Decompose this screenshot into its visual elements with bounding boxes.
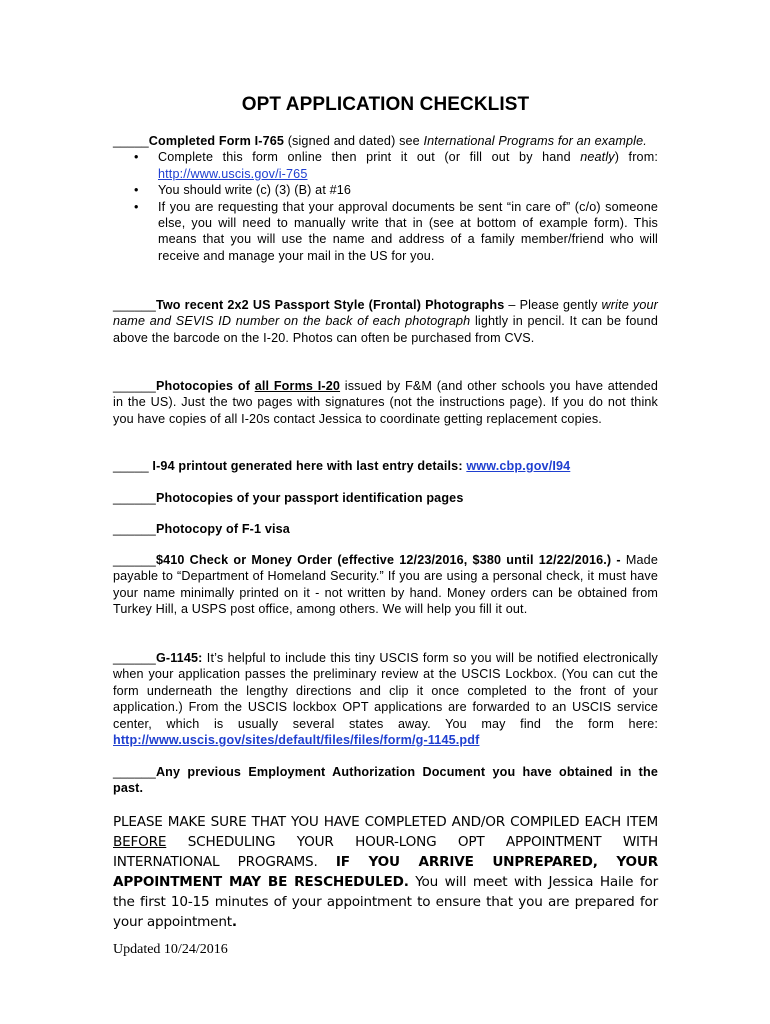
notice-underlined-text: BEFORE bbox=[113, 834, 167, 850]
item-text: (signed and dated) see bbox=[284, 134, 424, 148]
item-heading: Photocopies of your passport identification pages bbox=[155, 491, 464, 505]
list-item: • If you are requesting that your approval documents be sent “in care of” (c/o) someone else, you will need to manually write that in (see at bottom of example form). This means that you will use the name and address of a family member/friend who will receive and manage your mail in the US for you. bbox=[158, 199, 658, 265]
g1145-form-link[interactable]: http://www.uscis.gov/sites/default/files/files/form/g-1145.pdf bbox=[113, 733, 480, 748]
item-heading: Any previous Employment Authorization Document you have obtained in the past. bbox=[113, 765, 658, 796]
blank-line: ______ bbox=[113, 651, 156, 665]
blank-line: _____ bbox=[113, 459, 153, 473]
item-text: Made payable to “Department of Homeland Security.” If you are using a personal check, it must have your name minimally printed on it - not written by hand. Money orders can be obtained from Turkey Hill, a USPS post office, among others. We will help you fill it out. bbox=[113, 553, 658, 617]
item-heading: Completed Form I-765 bbox=[148, 134, 285, 148]
blank-line: _____ bbox=[113, 134, 149, 148]
blank-line: ______ bbox=[113, 491, 156, 505]
item-text: lightly in pencil. It can be found above the barcode on the I-20. Photos can often be purchased from CVS. bbox=[113, 314, 658, 345]
item-heading: Two recent 2x2 US Passport Style (Frontal) Photographs bbox=[155, 298, 505, 312]
list-item bbox=[158, 149, 658, 182]
item-heading: $410 Check or Money Order (effective 12/23/2016, $380 until 12/22/2016.) - bbox=[155, 553, 621, 567]
checklist-item-passport bbox=[113, 490, 658, 506]
page-title: OPT APPLICATION CHECKLIST bbox=[241, 94, 530, 115]
i765-link[interactable]: http://www.uscis.gov/i-765 bbox=[158, 166, 308, 181]
item-text: issued by F&M (and other schools you have attended in the US). Just the two pages with signatures (not the instructions page). If you do not think you have copies of all I-20s contact Jessica to coordinate getting replacement copies. bbox=[113, 379, 658, 426]
item-text: It’s helpful to include this tiny USCIS form so you will be notified electronically when your application passes the preliminary review at the USCIS Lockbox. (You can cut the form underneath the lengthy directions and clip it once completed to the front of your application.) From the USCIS lockbox OPT applications are forwarded to an USCIS service center, which is usually several states away. You may find the form here: bbox=[113, 651, 658, 731]
notice-text: SCHEDULING YOUR HOUR-LONG OPT APPOINTMENT WITH INTERNATIONAL PROGRAMS. bbox=[113, 834, 658, 870]
item-heading: G-1145: bbox=[155, 651, 203, 665]
checklist-item-check bbox=[113, 552, 658, 618]
item-heading: Photocopies of bbox=[155, 379, 255, 393]
item-heading: I-94 printout generated here with last entry details: bbox=[152, 459, 467, 473]
bullet-text: Complete this form online then print it out (or fill out by hand bbox=[158, 150, 581, 165]
bullet-text-after: ) from: bbox=[614, 150, 658, 165]
appointment-notice bbox=[113, 812, 658, 932]
item-italic-text: International Programs for an example. bbox=[423, 134, 647, 148]
checklist-item-i765 bbox=[113, 133, 658, 264]
checklist-item-visa bbox=[113, 521, 658, 537]
blank-line: ______ bbox=[113, 765, 156, 779]
item-italic-text: write your name and SEVIS ID number on the back of each photograph bbox=[113, 298, 658, 329]
blank-line: ______ bbox=[113, 522, 156, 536]
notice-bold-warning: IF YOU ARRIVE UNPREPARED, YOUR APPOINTMENT MAY BE RESCHEDULED. bbox=[113, 854, 658, 890]
checklist-item-g1145 bbox=[113, 650, 658, 748]
bullet-italic: neatly bbox=[580, 150, 615, 165]
notice-text: PLEASE MAKE SURE THAT YOU HAVE COMPLETED AND/OR COMPILED EACH ITEM bbox=[113, 814, 658, 830]
notice-text: You will meet with Jessica Haile for the first 10-15 minutes of your appointment to ensure that you are prepared for your appointment bbox=[113, 874, 658, 930]
bullet-list bbox=[113, 149, 658, 264]
item-heading-underlined: all Forms I-20 bbox=[254, 379, 341, 393]
checklist-item-photos bbox=[113, 297, 658, 346]
list-item: • You should write (c) (3) (B) at #16 bbox=[158, 182, 658, 198]
checklist-item-i20 bbox=[113, 378, 658, 427]
checklist-item-ead bbox=[113, 764, 658, 797]
checklist-item-i94 bbox=[113, 458, 658, 474]
blank-line: ______ bbox=[113, 379, 156, 393]
updated-date: Updated 10/24/2016 bbox=[113, 942, 228, 957]
blank-line: ______ bbox=[113, 298, 156, 312]
item-heading: Photocopy of F-1 visa bbox=[155, 522, 290, 536]
item-text: – Please gently bbox=[504, 298, 602, 312]
cbp-i94-link[interactable]: www.cbp.gov/I94 bbox=[466, 459, 571, 473]
blank-line: ______ bbox=[113, 553, 156, 567]
notice-period: . bbox=[231, 914, 237, 930]
